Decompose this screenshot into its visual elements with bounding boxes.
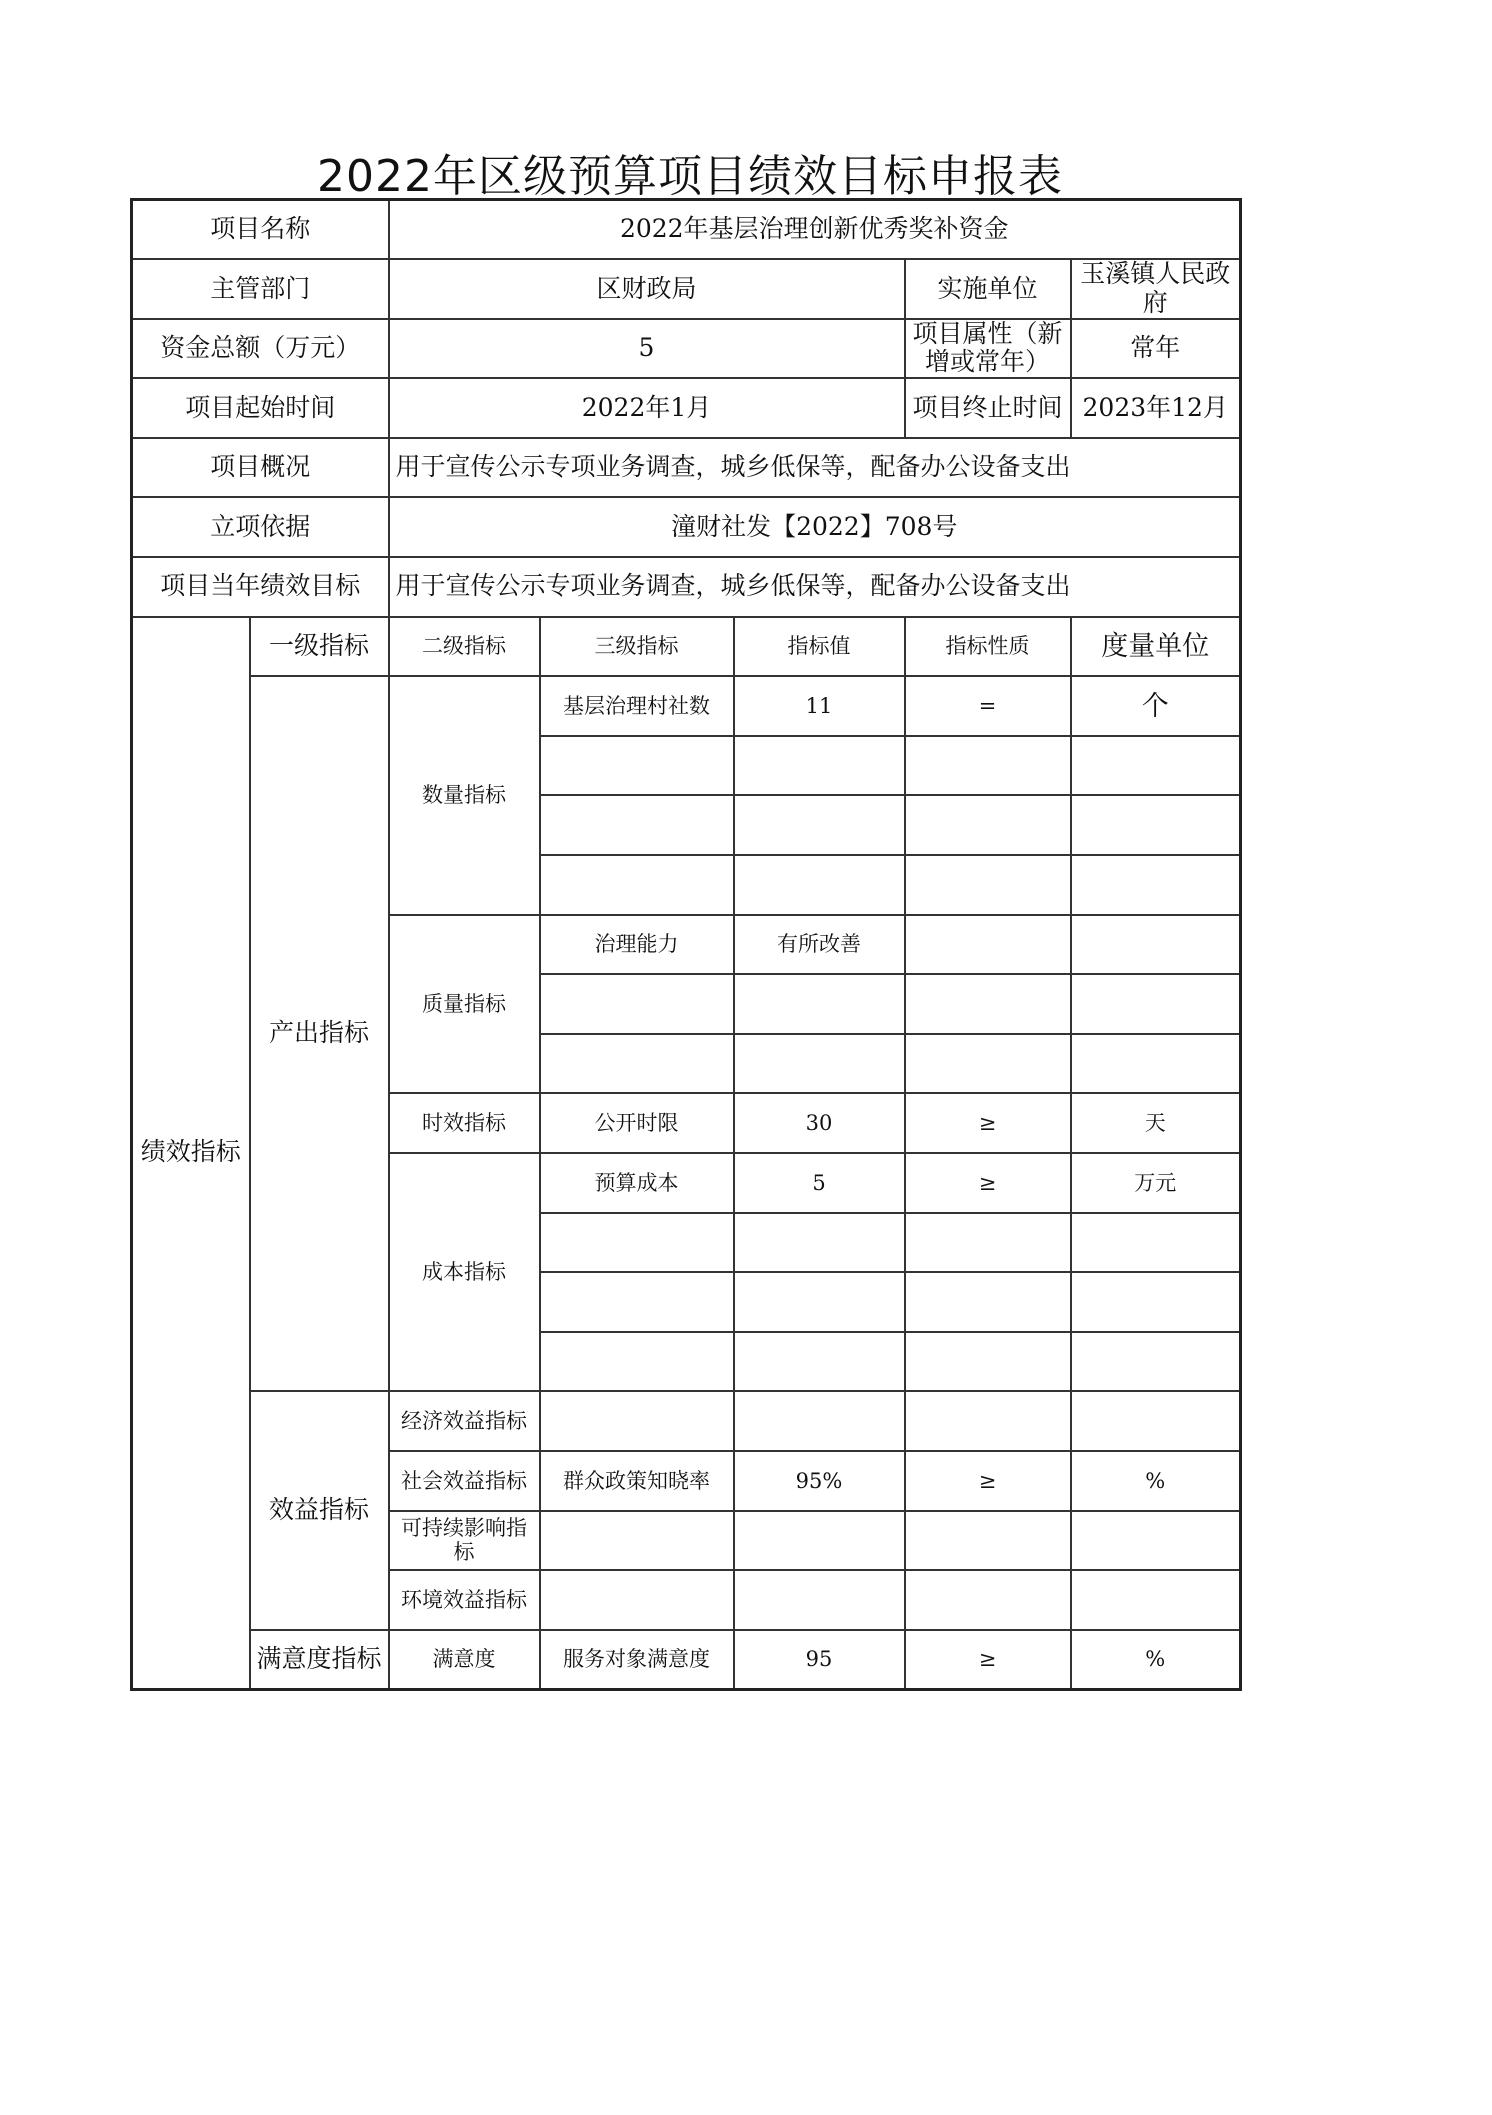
amount-value: 5 bbox=[389, 319, 905, 379]
row-goal bbox=[132, 557, 1241, 617]
header-nature: 指标性质 bbox=[905, 617, 1071, 677]
goal-value: 用于宣传公示专项业务调查，城乡低保等，配备办公设备支出 bbox=[389, 557, 1241, 617]
quality-name: 治理能力 bbox=[540, 915, 734, 975]
row-amount bbox=[132, 319, 1241, 379]
quantity-label: 数量指标 bbox=[389, 676, 540, 914]
amount-label: 资金总额（万元） bbox=[132, 319, 389, 379]
performance-form-table bbox=[130, 198, 1242, 1691]
header-level1: 一级指标 bbox=[250, 617, 389, 677]
quality-label: 质量指标 bbox=[389, 915, 540, 1094]
timeliness-name: 公开时限 bbox=[540, 1093, 734, 1153]
project-name-value: 2022年基层治理创新优秀奖补资金 bbox=[389, 200, 1241, 260]
social-value: 95% bbox=[734, 1451, 905, 1511]
cost-nature: ≥ bbox=[905, 1153, 1071, 1213]
attr-label: 项目属性（新增或常年） bbox=[905, 319, 1071, 379]
quantity-unit: 个 bbox=[1071, 676, 1241, 736]
satisfaction-name: 服务对象满意度 bbox=[540, 1630, 734, 1690]
social-name: 群众政策知晓率 bbox=[540, 1451, 734, 1511]
project-name-label: 项目名称 bbox=[132, 200, 389, 260]
cost-name: 预算成本 bbox=[540, 1153, 734, 1213]
row-indicator-header bbox=[132, 617, 1241, 677]
row-project-name bbox=[132, 200, 1241, 260]
quantity-nature: = bbox=[905, 676, 1071, 736]
satisfaction-unit: % bbox=[1071, 1630, 1241, 1690]
quality-value: 有所改善 bbox=[734, 915, 905, 975]
dept-value: 区财政局 bbox=[389, 259, 905, 319]
economic-label: 经济效益指标 bbox=[389, 1391, 540, 1451]
social-label: 社会效益指标 bbox=[389, 1451, 540, 1511]
overview-label: 项目概况 bbox=[132, 438, 389, 498]
start-label: 项目起始时间 bbox=[132, 378, 389, 438]
sustain-label: 可持续影响指标 bbox=[389, 1511, 540, 1571]
satisfaction-nature: ≥ bbox=[905, 1630, 1071, 1690]
basis-label: 立项依据 bbox=[132, 497, 389, 557]
section-label-performance: 绩效指标 bbox=[132, 617, 250, 1690]
social-unit: % bbox=[1071, 1451, 1241, 1511]
row-dept bbox=[132, 259, 1241, 319]
impl-label: 实施单位 bbox=[905, 259, 1071, 319]
basis-value: 潼财社发【2022】708号 bbox=[389, 497, 1241, 557]
timeliness-label: 时效指标 bbox=[389, 1093, 540, 1153]
timeliness-unit: 天 bbox=[1071, 1093, 1241, 1153]
page-title: 2022年区级预算项目绩效目标申报表 bbox=[317, 151, 1063, 202]
environment-label: 环境效益指标 bbox=[389, 1570, 540, 1630]
timeliness-value: 30 bbox=[734, 1093, 905, 1153]
row-dates bbox=[132, 378, 1241, 438]
output-label: 产出指标 bbox=[250, 676, 389, 1391]
header-level3: 三级指标 bbox=[540, 617, 734, 677]
table-row bbox=[132, 1391, 1241, 1451]
cost-label: 成本指标 bbox=[389, 1153, 540, 1391]
table-row bbox=[132, 1630, 1241, 1690]
attr-value: 常年 bbox=[1071, 319, 1241, 379]
social-nature: ≥ bbox=[905, 1451, 1071, 1511]
cost-unit: 万元 bbox=[1071, 1153, 1241, 1213]
overview-value: 用于宣传公示专项业务调查，城乡低保等，配备办公设备支出 bbox=[389, 438, 1241, 498]
end-label: 项目终止时间 bbox=[905, 378, 1071, 438]
cost-value: 5 bbox=[734, 1153, 905, 1213]
header-level2: 二级指标 bbox=[389, 617, 540, 677]
header-value: 指标值 bbox=[734, 617, 905, 677]
row-overview bbox=[132, 438, 1241, 498]
table-row bbox=[132, 676, 1241, 736]
benefit-label: 效益指标 bbox=[250, 1391, 389, 1629]
satisfaction-value: 95 bbox=[734, 1630, 905, 1690]
impl-value: 玉溪镇人民政府 bbox=[1071, 259, 1241, 319]
timeliness-nature: ≥ bbox=[905, 1093, 1071, 1153]
dept-label: 主管部门 bbox=[132, 259, 389, 319]
header-unit: 度量单位 bbox=[1071, 617, 1241, 677]
quantity-value: 11 bbox=[734, 676, 905, 736]
satisfaction-sub: 满意度 bbox=[389, 1630, 540, 1690]
satisfaction-label: 满意度指标 bbox=[250, 1630, 389, 1690]
quantity-name: 基层治理村社数 bbox=[540, 676, 734, 736]
row-basis bbox=[132, 497, 1241, 557]
end-value: 2023年12月 bbox=[1071, 378, 1241, 438]
start-value: 2022年1月 bbox=[389, 378, 905, 438]
goal-label: 项目当年绩效目标 bbox=[132, 557, 389, 617]
